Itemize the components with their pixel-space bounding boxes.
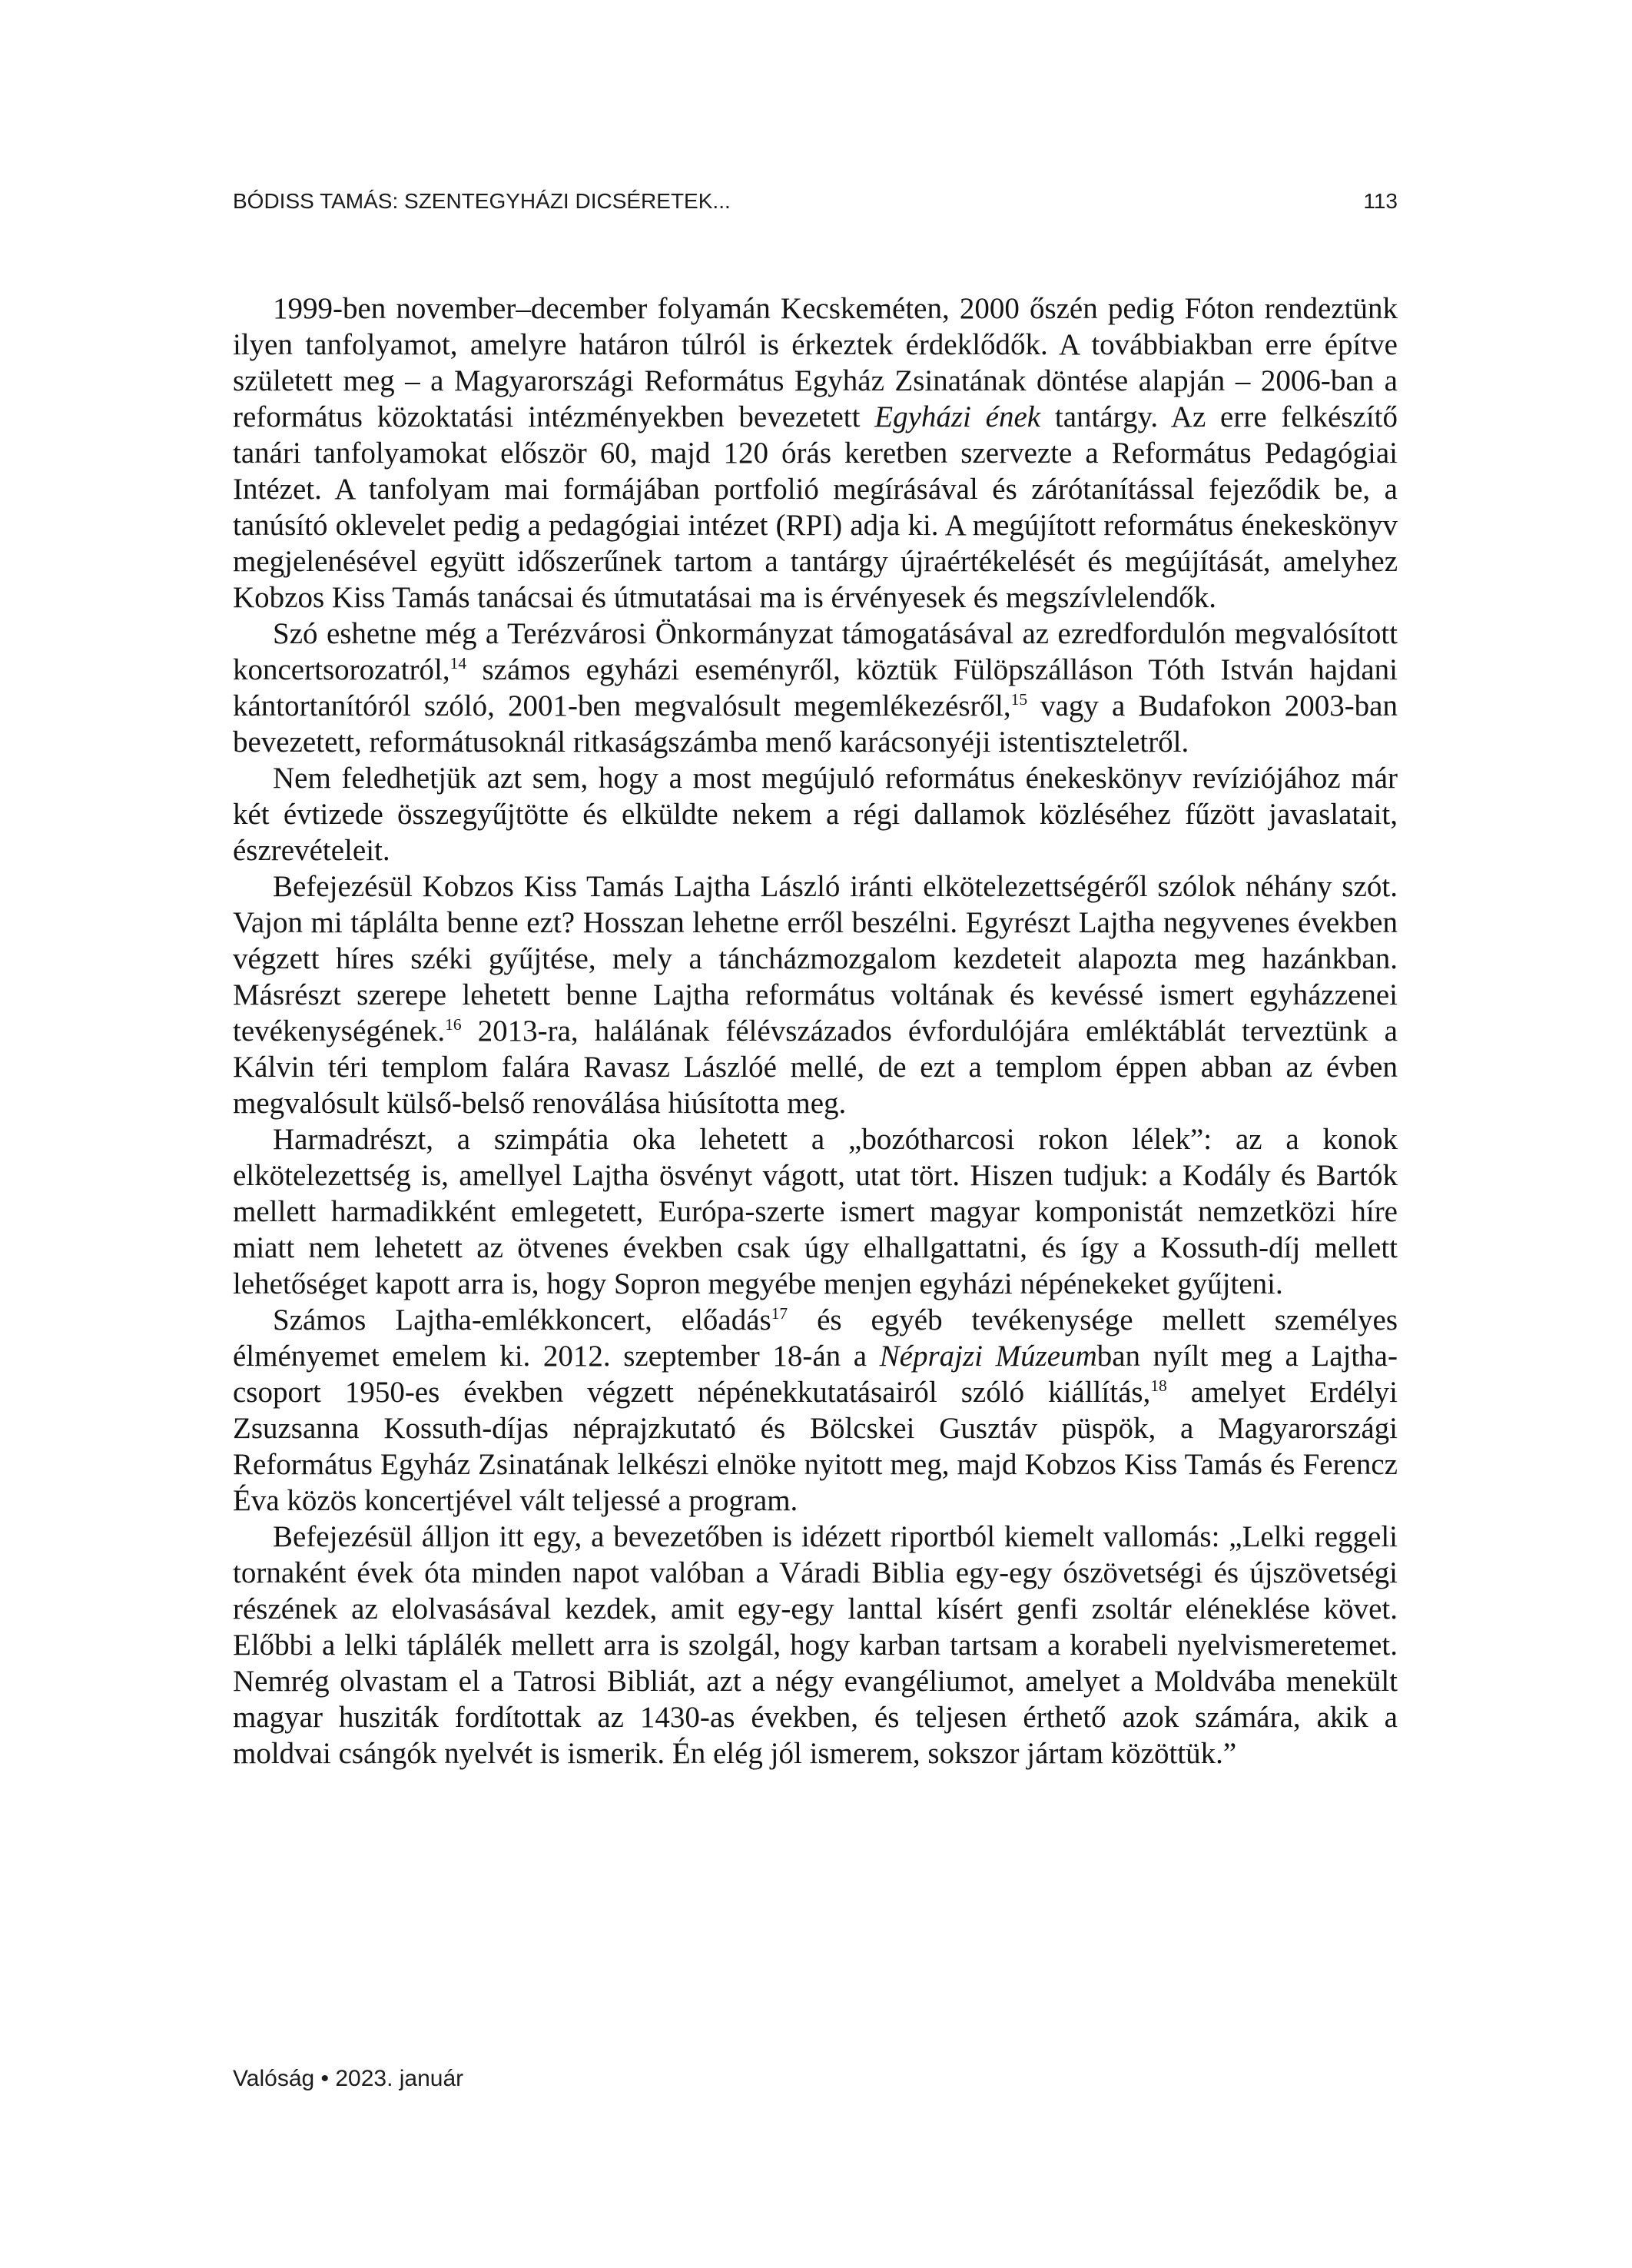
- text-run: vagy a Budafokon 2003-ban bevezetett, reformátusoknál ritkaságszámba menő karácsonyéji istentiszteletről.: [233, 689, 1398, 759]
- text-run: és egyéb tevékenysége mellett személyes élményemet emelem ki. 2012. szeptember 18-án a: [233, 1303, 1398, 1373]
- text-run: ban nyílt meg a Lajtha-csoport 1950-es években végzett népénekkutatásairól szóló kiállítás,: [233, 1340, 1398, 1409]
- italic-run: Néprajzi Múzeum: [879, 1340, 1097, 1373]
- text-run: Nem feledhetjük azt sem, hogy a most megújuló református énekeskönyv revíziójához már két évtizede összegyűjtötte és elküldte nekem a régi dallamok közléséhez fűzött javaslatait, észrevételeit.: [233, 762, 1398, 867]
- text-run: 2013-ra, halálának félévszázados évfordulójára emléktáblát terveztünk a Kálvin téri templom falára Ravasz Lászlóé mellé, de ezt a templom éppen abban az évben megvalósult külső-belső renoválása hiúsította meg.: [233, 1014, 1398, 1120]
- text-run: Befejezésül álljon itt egy, a bevezetőben is idézett riportból kiemelt vallomás: „Lelki reggeli tornaként évek óta minden napot valóban a Váradi Biblia egy-egy ószövetségi és újszövetségi részének az elolvasásával kezdek, amit egy-egy lanttal kísért genfi zsoltár eléneklése követ. Előbbi a lelki táplálék mellett arra is szolgál, hogy karban tartsam a korabeli nyelvismeretemet. Nemrég olvastam el a Tatrosi Bibliát, azt a négy evangéliumot, amelyet a Moldvába menekült magyar husziták fordítottak az 1430-as években, és teljesen érthető azok számára, akik a moldvai csángók nyelvét is ismerik. Én elég jól ismerem, sokszor jártam közöttük.”: [233, 1520, 1398, 1770]
- text-run: számos egyházi eseményről, köztük Fülöpszálláson Tóth István hajdani kántortanítóról szóló, 2001-ben megvalósult megemlékezésről,: [233, 653, 1398, 722]
- paragraph: [233, 868, 1398, 1121]
- journal-footer: [233, 2066, 463, 2092]
- paragraph: [233, 1121, 1398, 1302]
- text-run: Számos Lajtha-emlékkoncert, előadás: [273, 1303, 771, 1337]
- text-run: Befejezésül Kobzos Kiss Tamás Lajtha László iránti elkötelezettségéről szólok néhány szót. Vajon mi táplálta benne ezt? Hosszan lehetne erről beszélni. Egyrészt Lajtha negyvenes években végzett híres széki gyűjtése, mely a táncházmozgalom kezdeteit alapozta meg hazánkban. Másrészt szerepe lehetett benne Lajtha református voltának és kevéssé ismert egyházzenei tevékenységének.: [233, 870, 1398, 1048]
- text-run: amelyet Erdélyi Zsuzsanna Kossuth-díjas néprajzkutató és Bölcskei Gusztáv püspök, a Magyarországi Református Egyház Zsinatának lelkészi elnöke nyitott meg, majd Kobzos Kiss Tamás és Ferencz Éva közös koncertjével vált teljessé a program.: [233, 1376, 1398, 1517]
- text-run: tantárgy. Az erre felkészítő tanári tanfolyamokat először 60, majd 120 órás keretben szervezte a Református Pedagógiai Intézet. A tanfolyam mai formájában portfolió megírásával és zárótanítással fejeződik be, a tanúsító oklevelet pedig a pedagógiai intézet (RPI) adja ki. A megújított református énekeskönyv megjelenésével együtt időszerűnek tartom a tantárgy újraértékelését és megújítását, amelyhez Kobzos Kiss Tamás tanácsai és útmutatásai ma is érvényesek és megszívlelendők.: [233, 400, 1398, 614]
- paragraph: [233, 1302, 1398, 1519]
- running-title: BÓDISS TAMÁS: SZENTEGYHÁZI DICSÉRETEK...: [233, 189, 731, 213]
- text-run: 1999-ben november–december folyamán Kecskeméten, 2000 őszén pedig Fóton rendeztünk ilyen tanfolyamot, amelyre határon túlról is érkeztek érdeklődők. A továbbiakban erre építve született meg – a Magyarországi Református Egyház Zsinatának döntése alapján – 2006-ban a református közoktatási intézményekben bevezetett: [233, 292, 1398, 433]
- text-run: Szó eshetne még a Terézvárosi Önkormányzat támogatásával az ezredfordulón megvalósított koncertsorozatról,: [233, 617, 1398, 686]
- running-header: [233, 189, 1398, 214]
- paragraph: [233, 291, 1398, 616]
- paragraph: [233, 1519, 1398, 1772]
- italic-run: Egyházi ének: [874, 400, 1041, 433]
- text-run: Harmadrészt, a szimpátia oka lehetett a „bozótharcosi rokon lélek”: az a konok elkötelezettség is, amellyel Lajtha ösvényt vágott, utat tört. Hiszen tudjuk: a Kodály és Bartók mellett harmadikként emlegetett, Európa-szerte ismert magyar komponistát nemzetközi híre miatt nem lehetett az ötvenes években csak úgy elhallgattatni, és így a Kossuth-díj mellett lehetőséget kapott arra is, hogy Sopron megyébe menjen egyházi népénekeket gyűjteni.: [233, 1123, 1398, 1300]
- paragraph: [233, 760, 1398, 868]
- footnote-marker: 16: [445, 1015, 462, 1034]
- article-body: [233, 291, 1398, 1772]
- paragraph: [233, 616, 1398, 760]
- footnote-marker: 15: [1010, 690, 1028, 709]
- page-number: 113: [1363, 189, 1398, 213]
- journal-footer-text: Valóság • 2023. január: [233, 2066, 464, 2091]
- footnote-marker: 18: [1150, 1376, 1167, 1395]
- footnote-marker: 17: [771, 1304, 788, 1323]
- footnote-marker: 14: [449, 654, 467, 672]
